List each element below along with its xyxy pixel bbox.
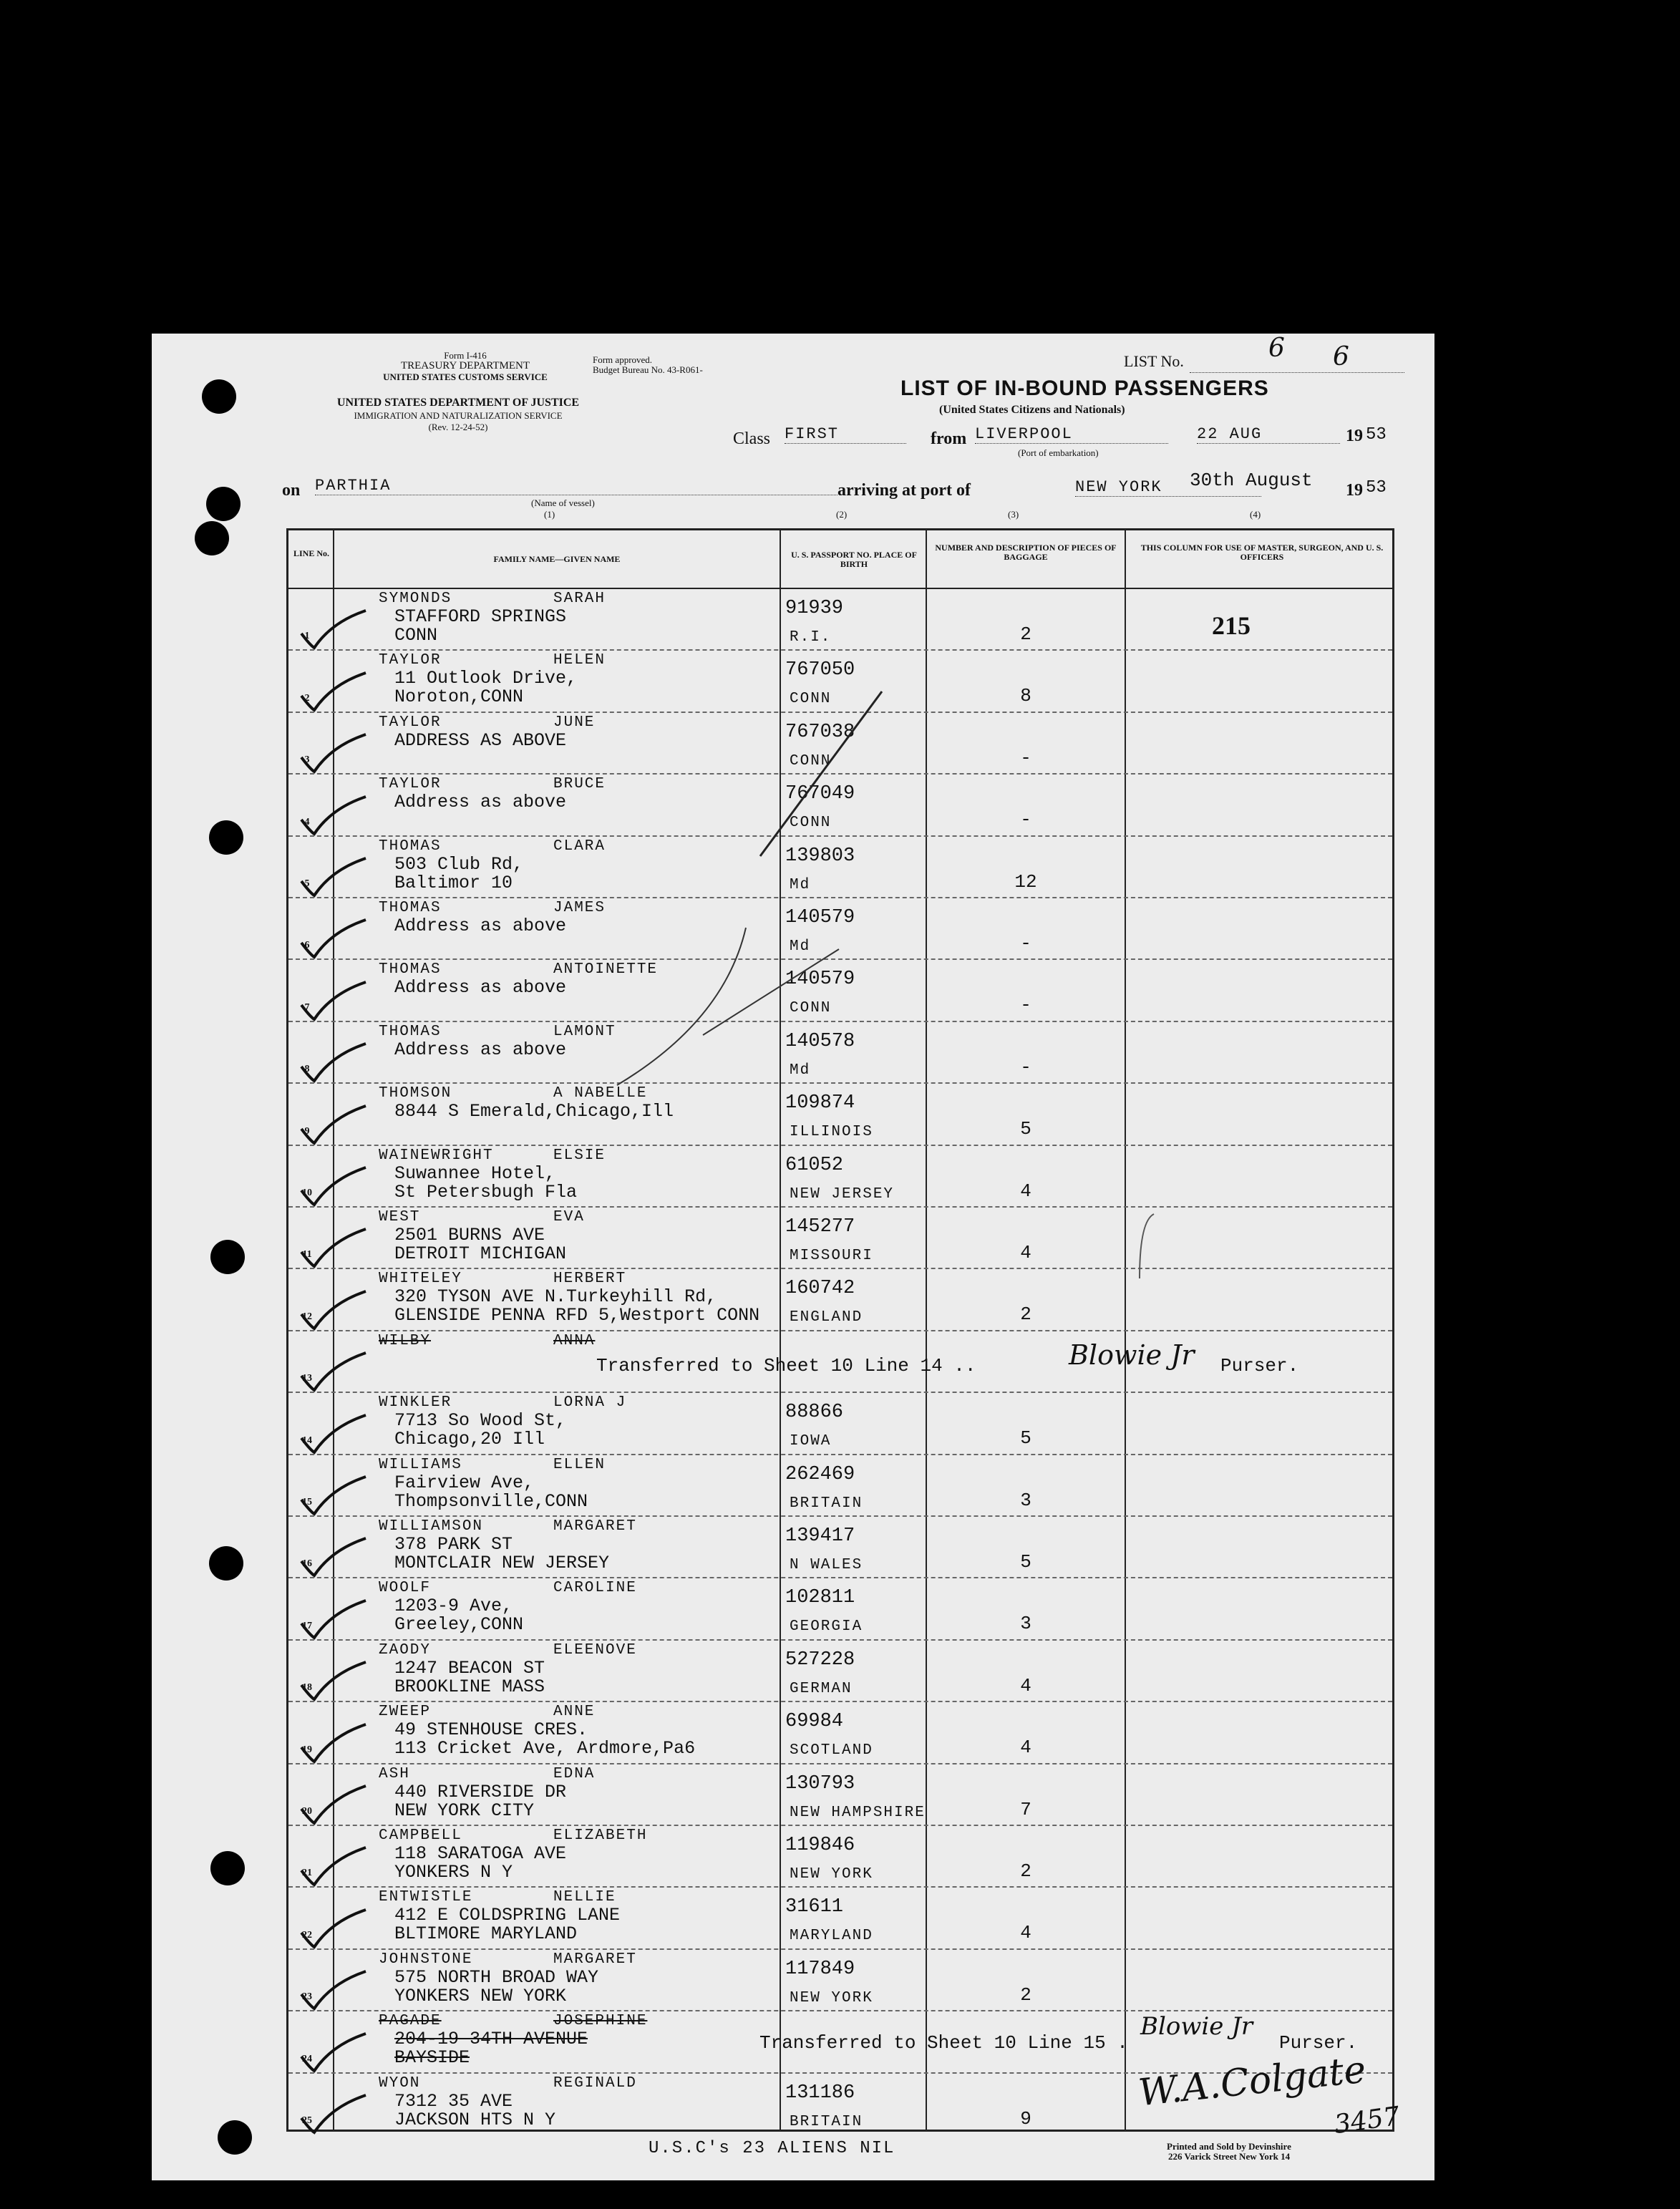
summary-line: U.S.C's 23 ALIENS NIL	[649, 2139, 895, 2158]
family-name: WILLIAMS	[379, 1456, 462, 1473]
address-line-1: 7312 35 AVE	[394, 2090, 513, 2112]
vessel-caption: (Name of vessel)	[531, 497, 595, 508]
printer-line: 226 Varick Street New York 14	[1168, 2151, 1291, 2162]
place-of-birth: MARYLAND	[790, 1928, 873, 1945]
given-name: JAMES	[553, 900, 606, 916]
list-no-label: LIST No.	[1124, 352, 1184, 370]
passport-number: 139417	[785, 1525, 855, 1547]
place-of-birth: GEORGIA	[790, 1618, 863, 1636]
passport-number: 69984	[785, 1711, 844, 1733]
passport-number: 140579	[785, 907, 855, 928]
passport-number: 61052	[785, 1154, 844, 1176]
form-subtitle: (United States Citizens and Nationals)	[939, 404, 1125, 416]
place-of-birth: MISSOURI	[790, 1248, 873, 1264]
table-row	[288, 1825, 1392, 1886]
given-name: ELEENOVE	[553, 1641, 637, 1659]
address-line-1: 2501 BURNS AVE	[394, 1225, 545, 1246]
address-line-1: Address as above	[394, 977, 567, 999]
address-line-2: Noroton,CONN	[394, 686, 524, 708]
line-number: 12	[302, 1311, 312, 1322]
address-line-1: 118 SARATOGA AVE	[394, 1843, 567, 1864]
table-row	[288, 835, 1392, 897]
baggage-count: 7	[1020, 1798, 1031, 1820]
given-name: ELSIE	[553, 1147, 606, 1164]
place-of-birth: ILLINOIS	[790, 1124, 873, 1141]
sailing-date: 22 AUG	[1197, 425, 1340, 444]
line-number: 22	[302, 1929, 312, 1941]
table-row	[288, 649, 1392, 711]
baggage-count: 5	[1020, 1118, 1031, 1140]
given-name: EVA	[553, 1209, 585, 1225]
table-row	[288, 1392, 1392, 1453]
check-mark-icon	[296, 1412, 367, 1455]
revision: (Rev. 12-24-52)	[428, 422, 488, 432]
binder-hole	[195, 521, 229, 555]
line-number: 11	[302, 1249, 312, 1261]
table-row	[288, 1763, 1392, 1825]
line-number: 5	[304, 878, 310, 889]
table-row	[288, 1206, 1392, 1268]
family-name: WAINEWRIGHT	[379, 1147, 494, 1164]
line-number: 18	[302, 1682, 312, 1694]
family-name: THOMAS	[379, 961, 442, 979]
check-mark-icon	[296, 1226, 367, 1269]
table-row	[288, 1021, 1392, 1082]
line-number: 1	[304, 631, 310, 642]
given-name: CLARA	[553, 838, 606, 855]
arrival-port: NEW YORK	[1075, 478, 1261, 497]
baggage-count: 2	[1020, 1860, 1031, 1882]
baggage-count: 2	[1020, 1303, 1031, 1326]
family-name: TAYLOR	[379, 776, 442, 793]
printer-line: Printed and Sold by Devinshire	[1167, 2141, 1291, 2152]
baggage-count: 4	[1020, 1737, 1031, 1759]
purser-signature: Blowie Jr	[1069, 1339, 1195, 1371]
officer-note: 215	[1212, 611, 1251, 640]
given-name: HELEN	[553, 652, 606, 669]
place-of-birth: Md	[790, 938, 811, 955]
place-of-birth: NEW YORK	[790, 1866, 873, 1883]
given-name: ANNE	[553, 1704, 596, 1721]
check-mark-icon	[296, 1288, 367, 1331]
check-mark-icon	[296, 1907, 367, 1950]
passport-number: 130793	[785, 1772, 855, 1795]
family-name: ASH	[379, 1765, 410, 1782]
arrival-year-value: 53	[1366, 478, 1387, 497]
list-no-value: 6	[1268, 334, 1285, 363]
address-line-1: 11 Outlook Drive,	[394, 668, 578, 689]
family-name: ENTWISTLE	[379, 1889, 473, 1906]
inspector-signature: W.A.Colgate	[1136, 2048, 1368, 2115]
port-embarkation-caption: (Port of embarkation)	[1018, 447, 1099, 458]
passport-number: 140578	[785, 1030, 855, 1052]
passport-number: 767050	[785, 659, 855, 681]
given-name: MARGARET	[553, 1951, 637, 1968]
place-of-birth: N WALES	[790, 1557, 863, 1573]
check-mark-icon	[296, 855, 367, 898]
given-name: LAMONT	[553, 1023, 616, 1040]
baggage-count: -	[1020, 809, 1031, 831]
ins-service: IMMIGRATION AND NATURALIZATION SERVICE	[354, 410, 563, 421]
check-mark-icon	[296, 732, 367, 775]
transfer-purser-24: Purser.	[1279, 2032, 1358, 2054]
table-row	[288, 1268, 1392, 1329]
check-mark-icon	[296, 979, 367, 1022]
check-mark-icon	[296, 1041, 367, 1084]
address-line-2: Baltimor 10	[394, 872, 513, 893]
address-line-1: STAFFORD SPRINGS	[394, 606, 567, 627]
family-name: THOMSON	[379, 1085, 452, 1102]
passport-number: 262469	[785, 1463, 855, 1485]
from-value: LIVERPOOL	[975, 425, 1168, 444]
list-no-field	[1190, 355, 1404, 373]
check-mark-icon	[296, 1103, 367, 1146]
address-line-1: 1203-9 Ave,	[394, 1596, 513, 1617]
address-line-2: St Petersbugh Fla	[394, 1181, 578, 1203]
col-number: (3)	[1008, 509, 1019, 520]
family-name: JOHNSTONE	[379, 1951, 473, 1968]
check-mark-icon	[296, 1659, 367, 1702]
family-name: WEST	[379, 1209, 421, 1225]
address-line-1: 503 Club Rd,	[394, 853, 524, 875]
passport-number: 145277	[785, 1216, 855, 1238]
binder-hole	[218, 2120, 252, 2155]
given-name: NELLIE	[553, 1889, 616, 1906]
baggage-count: 5	[1020, 1427, 1031, 1450]
given-name: CAROLINE	[553, 1580, 637, 1597]
address-line-1: 440 RIVERSIDE DR	[394, 1781, 567, 1802]
place-of-birth: NEW HAMPSHIRE	[790, 1804, 926, 1821]
check-mark-icon	[296, 1598, 367, 1641]
address-line-1: 575 NORTH BROAD WAY	[394, 1966, 599, 1988]
given-name: LORNA J	[553, 1394, 627, 1412]
form-approved: Form approved.	[593, 354, 653, 365]
family-name: THOMAS	[379, 838, 442, 855]
place-of-birth: ENGLAND	[790, 1309, 863, 1326]
header-officers: THIS COLUMN FOR USE OF MASTER, SURGEON, AND U. S. OFFICERS	[1140, 543, 1384, 562]
place-of-birth: Md	[790, 876, 811, 893]
family-name: THOMAS	[379, 900, 442, 916]
passport-number: 767049	[785, 783, 855, 805]
address-line-2: GLENSIDE PENNA RFD 5,Westport CONN	[394, 1305, 760, 1326]
check-mark-icon	[296, 670, 367, 713]
given-name: ELIZABETH	[553, 1827, 648, 1844]
table-row	[288, 1145, 1392, 1206]
binder-hole	[202, 379, 236, 414]
line-number: 9	[304, 1125, 310, 1137]
address-line-1: 378 PARK ST	[394, 1534, 513, 1555]
table-row	[288, 712, 1392, 773]
check-mark-icon	[296, 1722, 367, 1764]
line-number: 4	[304, 816, 310, 827]
col-number: (1)	[544, 509, 555, 520]
place-of-birth: BRITAIN	[790, 1495, 863, 1512]
address-line-2: JACKSON HTS N Y	[394, 2109, 556, 2130]
line-number: 14	[302, 1434, 312, 1446]
address-line-1: 8844 S Emerald,Chicago,Ill	[394, 1101, 674, 1122]
form-number: Form I-416	[444, 350, 487, 361]
family-name: WHITELEY	[379, 1271, 462, 1288]
baggage-count: -	[1020, 933, 1031, 954]
address-line-1: Address as above	[394, 792, 567, 813]
table-row	[288, 1515, 1392, 1577]
family-name: TAYLOR	[379, 714, 442, 731]
check-mark-icon	[296, 1968, 367, 2011]
address-line-1: Suwannee Hotel,	[394, 1162, 556, 1184]
transfer-note-line-13: Transferred to Sheet 10 Line 14 ..	[596, 1355, 976, 1377]
place-of-birth: NEW YORK	[790, 1989, 873, 2006]
col-number: (4)	[1250, 509, 1261, 520]
check-mark-icon	[296, 2092, 367, 2135]
line-number: 2	[304, 692, 310, 704]
justice-dept: UNITED STATES DEPARTMENT OF JUSTICE	[336, 397, 580, 409]
passport-number: 91939	[785, 598, 844, 619]
line-number: 15	[302, 1496, 312, 1508]
place-of-birth: IOWA	[790, 1433, 832, 1450]
address-line-1: 412 E COLDSPRING LANE	[394, 1905, 621, 1926]
address-line-2: BROOKLINE MASS	[394, 1676, 545, 1697]
given-name: ANTOINETTE	[553, 961, 659, 979]
check-mark-icon	[296, 1845, 367, 1888]
line-number: 24	[302, 2053, 312, 2064]
family-name: WOOLF	[379, 1580, 432, 1597]
address-line-1: Address as above	[394, 916, 567, 936]
binder-hole	[209, 1546, 243, 1581]
header-passport: U. S. PASSPORT NO. PLACE OF BIRTH	[791, 550, 917, 569]
line-number: 25	[302, 2115, 312, 2126]
check-mark-icon	[296, 1474, 367, 1517]
baggage-count: 3	[1020, 1613, 1031, 1635]
given-name: BRUCE	[553, 776, 606, 793]
family-name: WILLIAMSON	[379, 1518, 484, 1535]
line-number: 3	[304, 754, 310, 766]
table-row	[288, 1454, 1392, 1515]
address-line-2: BAYSIDE	[394, 2047, 470, 2069]
passport-number: 117849	[785, 1958, 855, 1980]
address-line-2: YONKERS NEW YORK	[394, 1985, 567, 2006]
check-mark-icon	[296, 2031, 367, 2074]
check-mark-icon	[296, 608, 367, 651]
passenger-table	[286, 528, 1394, 2132]
line-number: 20	[302, 1805, 312, 1817]
baggage-count: 12	[1014, 870, 1037, 893]
on-label: on	[282, 481, 301, 500]
baggage-count: 2	[1020, 623, 1031, 645]
address-line-2: BLTIMORE MARYLAND	[394, 1923, 578, 1945]
address-line-1: 7713 So Wood St,	[394, 1410, 567, 1432]
baggage-count: -	[1020, 994, 1031, 1016]
passport-number: 131186	[785, 2082, 855, 2104]
check-mark-icon	[296, 1165, 367, 1208]
col-number: (2)	[836, 509, 848, 520]
baggage-count: 4	[1020, 1242, 1031, 1263]
baggage-count: 5	[1020, 1551, 1031, 1573]
passport-number: 31611	[785, 1896, 844, 1918]
line-number: 7	[304, 1001, 310, 1013]
baggage-count: 2	[1020, 1984, 1031, 2006]
given-name: HERBERT	[553, 1271, 627, 1288]
place-of-birth: CONN	[790, 752, 832, 769]
line-number: 16	[302, 1558, 312, 1570]
binder-hole	[209, 820, 243, 855]
address-line-1: 49 STENHOUSE CRES.	[394, 1719, 588, 1741]
line-number: 19	[302, 1744, 312, 1755]
passport-number: 767038	[785, 721, 855, 743]
place-of-birth: CONN	[790, 1000, 832, 1017]
baggage-count: 4	[1020, 1180, 1031, 1202]
vessel-name: PARTHIA	[315, 477, 837, 495]
address-line-1: 1247 BEACON ST	[394, 1657, 545, 1679]
given-name: ELLEN	[553, 1456, 606, 1473]
line-number: 23	[302, 1991, 312, 2003]
line-number: 13	[302, 1373, 312, 1384]
table-row	[288, 1886, 1392, 1948]
given-name: SARAH	[553, 591, 606, 607]
family-name: SYMONDS	[379, 591, 452, 607]
manifest-sheet	[152, 334, 1434, 2180]
check-mark-icon	[296, 1535, 367, 1578]
given-name: A NABELLE	[553, 1085, 648, 1102]
place-of-birth: CONN	[790, 815, 832, 832]
address-line-2: NEW YORK CITY	[394, 1800, 535, 1821]
place-of-birth: NEW JERSEY	[790, 1185, 895, 1203]
address-line-2: CONN	[394, 625, 438, 646]
table-row	[288, 1639, 1392, 1701]
place-of-birth: R.I.	[790, 629, 832, 646]
binder-hole	[210, 1851, 245, 1885]
place-of-birth: Md	[790, 1062, 811, 1079]
family-name: PAGADE	[379, 2013, 442, 2030]
dept-name: TREASURY DEPARTMENT	[400, 360, 530, 372]
address-line-1: 204-19 34TH AVENUE	[394, 2029, 588, 2050]
given-name: JOSEPHINE	[553, 2013, 648, 2030]
place-of-birth: BRITAIN	[790, 2113, 863, 2130]
address-line-2: 113 Cricket Ave, Ardmore,Pa6	[394, 1738, 696, 1759]
baggage-count: 8	[1020, 685, 1031, 707]
line-number: 8	[304, 1064, 310, 1075]
given-name: MARGARET	[553, 1518, 637, 1535]
address-line-2: Thompsonville,CONN	[394, 1490, 588, 1512]
stamp-number: 3457	[1332, 2101, 1402, 2140]
binder-hole	[210, 1240, 245, 1274]
place-of-birth: CONN	[790, 691, 832, 708]
baggage-count: -	[1020, 747, 1031, 769]
header-line-no: LINE No.	[293, 548, 329, 558]
address-line-2: YONKERS N Y	[394, 1862, 513, 1883]
passport-number: 139803	[785, 845, 855, 867]
table-row	[288, 1948, 1392, 2010]
passport-number: 160742	[785, 1278, 855, 1300]
family-name: ZAODY	[379, 1641, 432, 1659]
budget-bureau: Budget Bureau No. 43-R061-	[593, 364, 703, 375]
baggage-count: 4	[1020, 1922, 1031, 1944]
address-line-1: Fairview Ave,	[394, 1472, 535, 1493]
baggage-count: -	[1020, 1056, 1031, 1078]
transfer-purser-13: Purser.	[1220, 1355, 1299, 1377]
class-label: Class	[733, 429, 771, 448]
given-name: EDNA	[553, 1765, 596, 1782]
arrival-date: 30th August	[1190, 470, 1313, 491]
table-row	[288, 1577, 1392, 1638]
form-title: LIST OF IN-BOUND PASSENGERS	[900, 377, 1269, 400]
baggage-count: 3	[1020, 1489, 1031, 1511]
year-printed: 19	[1346, 427, 1363, 445]
check-mark-icon	[296, 1350, 367, 1393]
passport-number: 527228	[785, 1649, 855, 1671]
address-line-2: DETROIT MICHIGAN	[394, 1243, 567, 1264]
given-name: ANNA	[553, 1332, 596, 1349]
line-number: 17	[302, 1620, 312, 1631]
family-name: THOMAS	[379, 1023, 442, 1040]
family-name: WYON	[379, 2074, 421, 2092]
binder-hole	[206, 487, 241, 521]
table-row	[288, 588, 1392, 649]
from-label: from	[931, 429, 967, 448]
passport-number: 140579	[785, 968, 855, 991]
family-name: CAMPBELL	[379, 1827, 462, 1844]
header-name: FAMILY NAME—GIVEN NAME	[493, 554, 621, 564]
table-row	[288, 1082, 1392, 1144]
line-number: 21	[302, 1868, 312, 1879]
family-name: ZWEEP	[379, 1704, 432, 1721]
header-baggage: NUMBER AND DESCRIPTION OF PIECES OF BAGGAGE	[935, 543, 1117, 562]
passport-number: 102811	[785, 1587, 855, 1609]
place-of-birth: SCOTLAND	[790, 1742, 873, 1759]
family-name: WINKLER	[379, 1394, 452, 1412]
check-mark-icon	[296, 794, 367, 837]
baggage-count: 4	[1020, 1674, 1031, 1696]
year-value: 53	[1366, 425, 1387, 445]
line-number: 10	[302, 1187, 312, 1198]
place-of-birth: GERMAN	[790, 1680, 853, 1697]
table-row	[288, 773, 1392, 835]
table-row	[288, 1701, 1392, 1762]
arrival-year-printed: 19	[1346, 481, 1363, 500]
address-line-2: Chicago,20 Ill	[394, 1429, 545, 1450]
family-name: TAYLOR	[379, 652, 442, 669]
address-line-1: 320 TYSON AVE N.Turkeyhill Rd,	[394, 1286, 717, 1308]
address-line-1: Address as above	[394, 1039, 567, 1060]
list-no-value: 6	[1333, 342, 1349, 372]
passport-number: 119846	[785, 1835, 855, 1856]
check-mark-icon	[296, 917, 367, 960]
family-name: WILBY	[379, 1332, 432, 1349]
table-row	[288, 897, 1392, 958]
line-number: 6	[304, 940, 310, 951]
purser-signature: Blowie Jr	[1140, 2012, 1253, 2041]
address-line-1: ADDRESS AS ABOVE	[394, 729, 567, 751]
address-line-2: Greeley,CONN	[394, 1614, 524, 1636]
check-mark-icon	[296, 1783, 367, 1826]
arriving-label: arriving at port of	[837, 481, 971, 500]
baggage-count: 9	[1020, 2107, 1031, 2130]
passport-number: 109874	[785, 1092, 855, 1115]
given-name: REGINALD	[553, 2074, 637, 2092]
passport-number: 88866	[785, 1402, 844, 1424]
address-line-2: MONTCLAIR NEW JERSEY	[394, 1553, 610, 1573]
class-value: FIRST	[785, 425, 906, 444]
table-row	[288, 958, 1392, 1020]
given-name: JUNE	[553, 714, 596, 731]
customs-service: UNITED STATES CUSTOMS SERVICE	[383, 372, 548, 382]
transfer-note-line-24: Transferred to Sheet 10 Line 15 .	[759, 2032, 1128, 2054]
